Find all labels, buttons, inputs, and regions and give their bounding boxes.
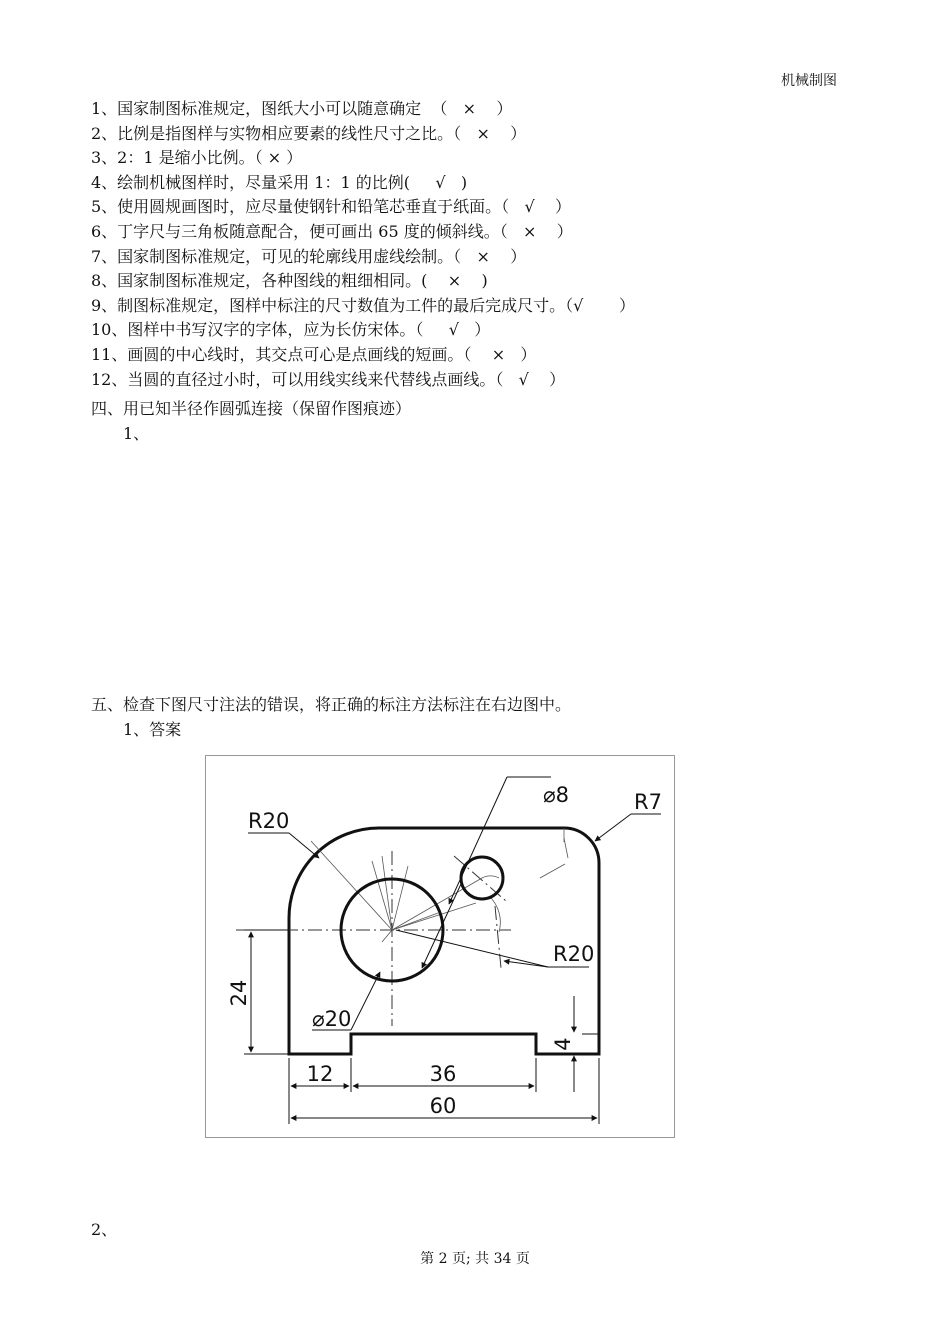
label-r-top-right: R7 [634,790,662,814]
question-7: 7、国家制图标准规定，可见的轮廓线用虚线绘制。（ × ） [91,246,527,266]
page-header: 机械制图 [781,73,837,89]
label-total-width: 60 [429,1094,457,1118]
question-5: 5、使用圆规画图时，应尽量使钢针和铅笔芯垂直于纸面。（ √ ） [91,197,571,217]
question-1: 1、国家制图标准规定，图纸大小可以随意确定 （ × ） [91,99,513,118]
label-left-width: 12 [306,1062,334,1086]
section-5-item-1: 1、答案 [123,720,182,739]
question-9: 9、制图标准规定，图样中标注的尺寸数值为工件的最后完成尺寸。（√ ） [91,295,635,315]
dimension-drawing [205,755,675,1138]
label-dia-large: ⌀20 [312,1007,352,1031]
label-r-top-left: R20 [248,809,290,833]
section-2-item: 2、 [91,1220,118,1239]
section-4-item-1: 1、 [123,424,150,443]
question-8: 8、国家制图标准规定，各种图线的粗细相同。( × ) [91,271,488,291]
question-list [91,97,871,392]
question-3: 3、2：1 是缩小比例。（ × ） [91,148,303,168]
construction-lines [311,828,568,942]
question-4: 4、绘制机械图样时，尽量采用 1：1 的比例( √ ) [91,172,468,192]
question-2: 2、比例是指图样与实物相应要素的线性尺寸之比。（ × ） [91,123,527,143]
label-r-inner: R20 [553,942,595,966]
page-footer: 第 2 页; 共 34 页 [420,1251,530,1267]
question-11: 11、画圆的中心线时，其交点可心是点画线的短画。（ × ） [91,344,537,364]
label-height: 24 [227,979,251,1007]
question-6: 6、丁字尺与三角板随意配合，便可画出 65 度的倾斜线。（ × ） [91,221,573,241]
question-12: 12、当圆的直径过小时，可以用线实线来代替线点画线。（ √ ） [91,369,566,389]
section-4-title: 四、用已知半径作圆弧连接（保留作图痕迹） [91,399,412,418]
label-step: 4 [551,1037,575,1051]
question-10: 10、图样中书写汉字的字体，应为长仿宋体。（ √ ） [91,320,491,340]
dimension-lines [244,930,599,1124]
label-middle-width: 36 [429,1062,457,1086]
label-dia-small: ⌀8 [543,783,570,807]
section-5-title: 五、检查下图尺寸注法的错误，将正确的标注方法标注在右边图中。 [91,695,572,714]
center-lines [236,851,511,1026]
